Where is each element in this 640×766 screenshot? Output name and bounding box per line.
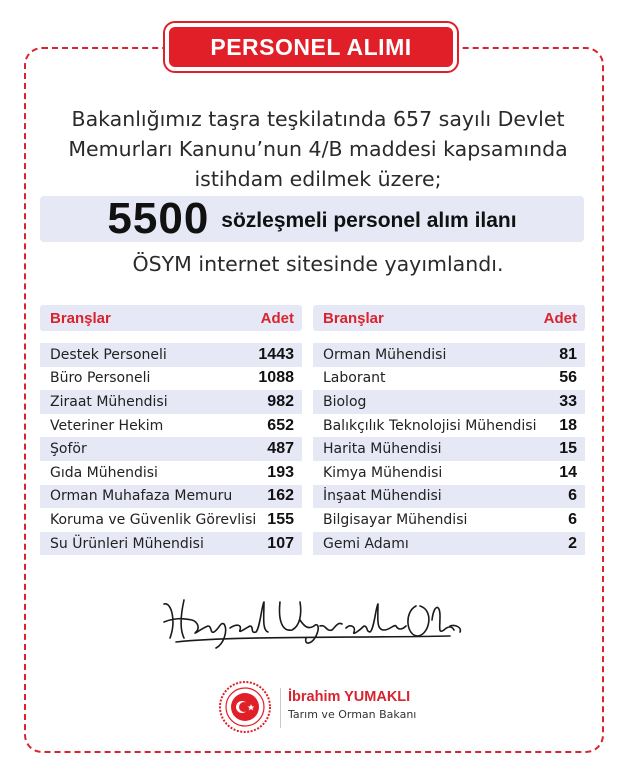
published-text: ÖSYM internet sitesinde yayımlandı. (132, 252, 504, 276)
branch-table-right (313, 305, 585, 555)
branch-name: Veteriner Hekim (50, 417, 164, 434)
branch-name: Balıkçılık Teknolojisi Mühendisi (323, 417, 537, 434)
table-header (40, 305, 302, 331)
footer-divider (280, 688, 281, 728)
table-body (40, 343, 302, 555)
table-row (313, 532, 585, 556)
table-header (313, 305, 585, 331)
branch-name: Büro Personeli (50, 370, 151, 387)
branch-count: 155 (267, 510, 294, 528)
page-title: PERSONEL ALIMI (210, 33, 412, 60)
table-row (40, 532, 302, 556)
branch-name: Su Ürünleri Mühendisi (50, 535, 204, 552)
minister-name: İbrahim YUMAKLI (288, 689, 411, 705)
intro-line: Bakanlığımız taşra teşkilatında 657 sayılı Devlet (71, 107, 565, 131)
branch-name: Gıda Mühendisi (50, 464, 158, 481)
branch-name: Harita Mühendisi (323, 441, 442, 458)
intro-line: Memurları Kanunu’nun 4/B maddesi kapsamında (68, 137, 568, 161)
table-row (40, 461, 302, 485)
table-row (40, 390, 302, 414)
signature (150, 592, 470, 652)
table-row (40, 414, 302, 438)
branch-name: Bilgisayar Mühendisi (323, 511, 468, 528)
branch-count: 14 (559, 463, 577, 481)
intro-line: istihdam edilmek üzere; (194, 167, 442, 191)
ministry-seal-icon (218, 680, 272, 734)
branch-name: Koruma ve Güvenlik Görevlisi (50, 511, 257, 528)
highlight-text: sözleşmeli personel alım ilanı (221, 209, 517, 232)
branch-name: Orman Mühendisi (323, 346, 447, 363)
branch-count: 487 (267, 440, 294, 458)
table-row (313, 414, 585, 438)
branch-count: 33 (559, 392, 577, 410)
table-body (313, 343, 585, 555)
table-row (40, 437, 302, 461)
branch-name: İnşaat Mühendisi (323, 488, 442, 505)
minister-title: Tarım ve Orman Bakanı (288, 708, 417, 721)
table-row (313, 508, 585, 532)
branch-name: Laborant (323, 370, 386, 387)
branch-name: Destek Personeli (50, 346, 167, 363)
table-row (313, 343, 585, 367)
branch-count: 107 (267, 534, 294, 552)
header-count: Adet (260, 309, 294, 327)
highlight-box (40, 196, 584, 242)
branch-count: 982 (267, 392, 294, 410)
branch-count: 1088 (258, 369, 294, 387)
branch-count: 2 (568, 534, 577, 552)
table-row (40, 343, 302, 367)
table-row (40, 367, 302, 391)
branch-name: Kimya Mühendisi (323, 464, 443, 481)
table-row (40, 485, 302, 509)
table-row (313, 485, 585, 509)
branch-name: Biolog (323, 393, 367, 410)
branch-name: Ziraat Mühendisi (50, 393, 168, 410)
footer (218, 680, 458, 740)
branch-count: 6 (568, 487, 577, 505)
table-row (313, 437, 585, 461)
branch-count: 162 (267, 487, 294, 505)
branch-count: 6 (568, 510, 577, 528)
branch-count: 56 (559, 369, 577, 387)
table-row (313, 390, 585, 414)
branch-count: 81 (559, 345, 577, 363)
branch-name: Gemi Adamı (323, 535, 409, 552)
header-branch: Branşlar (323, 309, 384, 327)
total-count: 5500 (107, 194, 210, 243)
branch-count: 15 (559, 440, 577, 458)
branch-table-left (40, 305, 302, 555)
title-badge (165, 23, 457, 71)
branch-count: 1443 (258, 345, 294, 363)
table-row (40, 508, 302, 532)
intro-text (40, 104, 596, 194)
branch-count: 18 (559, 416, 577, 434)
header-branch: Branşlar (50, 309, 111, 327)
branch-name: Orman Muhafaza Memuru (50, 488, 233, 505)
table-row (313, 461, 585, 485)
branch-name: Şoför (50, 441, 87, 458)
branch-count: 193 (267, 463, 294, 481)
branch-count: 652 (267, 416, 294, 434)
table-row (313, 367, 585, 391)
header-count: Adet (543, 309, 577, 327)
